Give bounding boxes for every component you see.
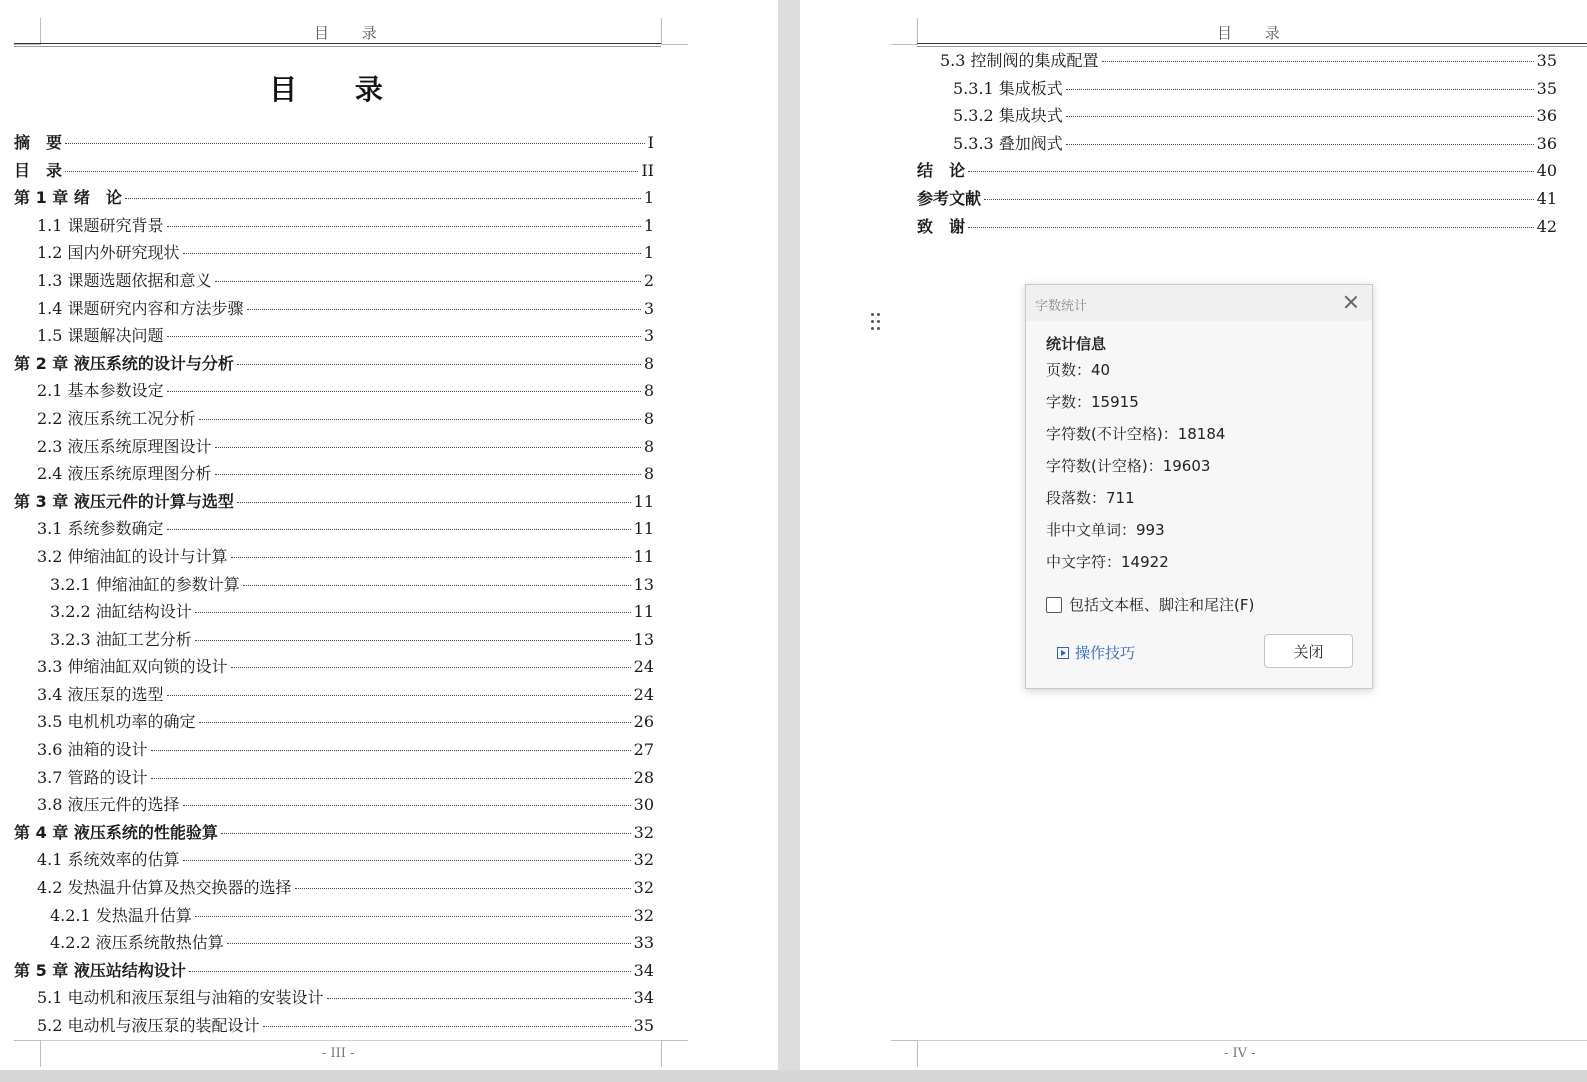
toc-entry[interactable] bbox=[14, 572, 654, 600]
toc-leader-dots bbox=[167, 336, 641, 337]
toc-entry-page: 11 bbox=[633, 602, 654, 622]
toc-leader-dots bbox=[231, 667, 631, 668]
toc-entry[interactable] bbox=[14, 820, 654, 848]
stats-section-title: 统计信息 bbox=[1046, 335, 1107, 353]
page-corner-mark bbox=[14, 1040, 41, 1067]
toc-entry-label: 4.2.2 液压系统散热估算 bbox=[50, 933, 224, 953]
toc-entry-page: 26 bbox=[633, 712, 654, 732]
stat-chars-with-spaces: 字符数(计空格)：19603 bbox=[1046, 457, 1211, 475]
toc-leader-dots bbox=[167, 529, 631, 530]
toc-entry-label: 4.2.1 发热温升估算 bbox=[50, 905, 192, 925]
toc-entry[interactable] bbox=[917, 76, 1557, 104]
toc-entry[interactable] bbox=[14, 737, 654, 765]
toc-entry[interactable] bbox=[14, 654, 654, 682]
toc-entry-label: 结 论 bbox=[917, 161, 966, 181]
toc-title: 目 录 bbox=[269, 73, 407, 106]
toc-leader-dots bbox=[195, 612, 631, 613]
toc-leader-dots bbox=[984, 199, 1534, 200]
footer-rule bbox=[917, 1040, 1587, 1041]
toc-leader-dots bbox=[227, 943, 631, 944]
toc-entry-label: 3.2 伸缩油缸的设计与计算 bbox=[37, 546, 228, 566]
toc-entry-page: 3 bbox=[643, 298, 654, 318]
toc-entry-page: 11 bbox=[633, 519, 654, 539]
toc-leader-dots bbox=[295, 888, 631, 889]
toc-entry-page: 36 bbox=[1536, 133, 1557, 153]
toc-entry-page: 8 bbox=[643, 381, 654, 401]
toc-leader-dots bbox=[65, 171, 638, 172]
toc-entry[interactable] bbox=[14, 1013, 654, 1041]
toc-entry-label: 1.3 课题选题依据和意义 bbox=[37, 270, 212, 290]
toc-entry-page: 8 bbox=[643, 353, 654, 373]
toc-entry-page: 24 bbox=[633, 684, 654, 704]
page-corner-mark bbox=[891, 18, 918, 45]
toc-entry-page: I bbox=[647, 133, 654, 152]
toc-entry-label: 2.1 基本参数设定 bbox=[37, 381, 164, 401]
stat-words: 字数：15915 bbox=[1046, 393, 1139, 411]
toc-entry-label: 5.3.3 叠加阀式 bbox=[953, 133, 1063, 153]
toc-entry[interactable] bbox=[14, 627, 654, 655]
toc-entry-page: 28 bbox=[633, 767, 654, 787]
toc-leader-dots bbox=[1066, 89, 1534, 90]
stat-pages: 页数：40 bbox=[1046, 361, 1111, 379]
toc-entry-page: 11 bbox=[633, 546, 654, 566]
header-rule bbox=[917, 43, 1587, 44]
toc-entry-page: 1 bbox=[643, 215, 654, 235]
toc-entry-label: 1.1 课题研究背景 bbox=[37, 215, 164, 235]
toc-entry-page: 33 bbox=[633, 933, 654, 953]
toc-entry[interactable] bbox=[14, 709, 654, 737]
word-count-dialog bbox=[1025, 284, 1373, 689]
toc-leader-dots bbox=[151, 750, 631, 751]
toc-leader-dots bbox=[327, 998, 631, 999]
toc-entry-page: 1 bbox=[643, 188, 654, 208]
toc-entry-label: 3.8 液压元件的选择 bbox=[37, 795, 180, 815]
toc-entry-label: 5.3.1 集成板式 bbox=[953, 78, 1063, 98]
toc-entry-page: 32 bbox=[633, 878, 654, 898]
toc-entry[interactable] bbox=[14, 544, 654, 572]
toc-entry-page: 2 bbox=[643, 270, 654, 290]
toc-leader-dots bbox=[167, 391, 641, 392]
toc-entry[interactable] bbox=[14, 958, 654, 986]
toc-entry-page: 13 bbox=[633, 629, 654, 649]
toc-leader-dots bbox=[968, 171, 1534, 172]
toc-leader-dots bbox=[215, 474, 641, 475]
toc-entry-label: 5.2 电动机与液压泵的装配设计 bbox=[37, 1016, 260, 1035]
toc-entry[interactable] bbox=[14, 461, 654, 489]
toc-entry[interactable] bbox=[14, 158, 654, 186]
toc-entry-page: 35 bbox=[633, 1016, 654, 1035]
header-rule bbox=[917, 46, 1587, 47]
toc-entry-label: 目 录 bbox=[14, 160, 63, 180]
toc-list bbox=[14, 130, 654, 1041]
toc-entry-label: 2.2 液压系统工况分析 bbox=[37, 408, 196, 428]
toc-leader-dots bbox=[199, 722, 631, 723]
toc-entry-page: 32 bbox=[633, 822, 654, 842]
toc-entry-label: 致 谢 bbox=[917, 216, 966, 236]
toc-entry-label: 摘 要 bbox=[14, 133, 63, 152]
toc-entry[interactable] bbox=[917, 158, 1557, 186]
page-gutter bbox=[778, 0, 800, 1082]
toc-entry-label: 3.4 液压泵的选型 bbox=[37, 684, 164, 704]
toc-entry-page: 3 bbox=[643, 326, 654, 346]
toc-entry[interactable] bbox=[14, 185, 654, 213]
toc-leader-dots bbox=[215, 447, 641, 448]
toc-leader-dots bbox=[189, 971, 631, 972]
toc-entry[interactable] bbox=[14, 406, 654, 434]
toc-entry[interactable] bbox=[14, 985, 654, 1013]
toc-entry[interactable] bbox=[14, 765, 654, 793]
toc-entry-label: 3.2.1 伸缩油缸的参数计算 bbox=[50, 574, 240, 594]
toc-entry-label: 第 2 章 液压系统的设计与分析 bbox=[14, 353, 234, 373]
toc-leader-dots bbox=[968, 227, 1534, 228]
close-icon[interactable] bbox=[1342, 293, 1360, 311]
page-corner-mark bbox=[661, 18, 688, 45]
toc-entry-page: 34 bbox=[633, 960, 654, 980]
footer-rule bbox=[14, 1040, 661, 1041]
toc-entry-label: 第 5 章 液压站结构设计 bbox=[14, 960, 186, 980]
toc-leader-dots bbox=[167, 695, 631, 696]
stat-paragraphs: 段落数：711 bbox=[1046, 489, 1135, 507]
toc-leader-dots bbox=[1102, 61, 1534, 62]
toc-entry-page: 8 bbox=[643, 408, 654, 428]
page-corner-mark bbox=[14, 18, 41, 45]
toc-entry-label: 参考文献 bbox=[917, 188, 982, 208]
toc-entry-label: 5.3.2 集成块式 bbox=[953, 106, 1063, 126]
toc-entry-label: 2.4 液压系统原理图分析 bbox=[37, 464, 212, 484]
toc-entry-page: 40 bbox=[1536, 161, 1557, 181]
toc-entry[interactable] bbox=[14, 875, 654, 903]
toc-entry-label: 3.2.2 油缸结构设计 bbox=[50, 602, 192, 622]
toc-entry-page: 35 bbox=[1536, 51, 1557, 70]
toc-entry-label: 3.3 伸缩油缸双向锁的设计 bbox=[37, 657, 228, 677]
toc-entry[interactable] bbox=[14, 516, 654, 544]
include-textbox-label[interactable]: 包括文本框、脚注和尾注(F) bbox=[1069, 596, 1255, 614]
toc-entry-label: 2.3 液压系统原理图设计 bbox=[37, 436, 212, 456]
toc-leader-dots bbox=[151, 778, 631, 779]
stat-chinese-chars: 中文字符：14922 bbox=[1046, 553, 1169, 571]
toc-entry[interactable] bbox=[917, 186, 1557, 214]
stat-non-chinese-words: 非中文单词：993 bbox=[1046, 521, 1165, 539]
header-rule bbox=[14, 43, 661, 44]
include-textbox-checkbox[interactable] bbox=[1046, 597, 1062, 613]
toc-leader-dots bbox=[183, 253, 641, 254]
toc-entry[interactable] bbox=[14, 378, 654, 406]
dialog-titlebar[interactable] bbox=[1026, 285, 1372, 321]
toc-entry-page: 13 bbox=[633, 574, 654, 594]
toc-leader-dots bbox=[263, 1026, 631, 1027]
toc-list bbox=[917, 48, 1557, 241]
toc-entry[interactable] bbox=[14, 792, 654, 820]
toc-entry-page: 32 bbox=[633, 850, 654, 870]
toc-entry-label: 5.3 控制阀的集成配置 bbox=[940, 51, 1099, 70]
toc-entry[interactable] bbox=[14, 296, 654, 324]
toc-entry-label: 3.1 系统参数确定 bbox=[37, 519, 164, 539]
toc-entry[interactable] bbox=[917, 214, 1557, 242]
toc-entry-page: 11 bbox=[633, 491, 654, 511]
toc-entry-label: 3.7 管路的设计 bbox=[37, 767, 148, 787]
toc-leader-dots bbox=[247, 309, 641, 310]
toc-entry-label: 4.2 发热温升估算及热交换器的选择 bbox=[37, 878, 292, 898]
toc-entry[interactable] bbox=[14, 130, 654, 158]
header-rule bbox=[14, 46, 661, 47]
toc-entry[interactable] bbox=[14, 240, 654, 268]
toc-leader-dots bbox=[183, 805, 631, 806]
page-header: 目 录 bbox=[314, 24, 391, 42]
toc-leader-dots bbox=[215, 281, 641, 282]
toc-entry[interactable] bbox=[14, 323, 654, 351]
toc-entry[interactable] bbox=[14, 930, 654, 958]
toc-leader-dots bbox=[1066, 144, 1534, 145]
page-header: 目 录 bbox=[1217, 24, 1294, 42]
page-number: - IV - bbox=[1224, 1046, 1256, 1061]
toc-entry-label: 3.2.3 油缸工艺分析 bbox=[50, 629, 192, 649]
toc-entry[interactable] bbox=[14, 903, 654, 931]
toc-entry-label: 1.5 课题解决问题 bbox=[37, 326, 164, 346]
bottom-scroll-strip bbox=[0, 1070, 1587, 1082]
toc-entry[interactable] bbox=[917, 131, 1557, 159]
toc-leader-dots bbox=[125, 198, 641, 199]
toc-entry[interactable] bbox=[14, 351, 654, 379]
toc-entry-label: 第 4 章 液压系统的性能验算 bbox=[14, 822, 218, 842]
toc-entry-page: 8 bbox=[643, 464, 654, 484]
toc-leader-dots bbox=[237, 364, 641, 365]
toc-leader-dots bbox=[199, 419, 641, 420]
drag-handle-icon[interactable] bbox=[871, 313, 883, 335]
toc-leader-dots bbox=[167, 226, 641, 227]
toc-leader-dots bbox=[231, 557, 631, 558]
toc-entry[interactable] bbox=[917, 48, 1557, 76]
toc-entry[interactable] bbox=[14, 599, 654, 627]
page-corner-mark bbox=[661, 1040, 688, 1067]
toc-entry-page: II bbox=[641, 160, 654, 180]
toc-leader-dots bbox=[65, 143, 645, 144]
toc-entry-page: 42 bbox=[1536, 216, 1557, 236]
page-corner-mark bbox=[891, 1040, 918, 1067]
toc-entry-page: 24 bbox=[633, 657, 654, 677]
toc-entry[interactable] bbox=[14, 434, 654, 462]
toc-entry[interactable] bbox=[14, 268, 654, 296]
toc-leader-dots bbox=[243, 585, 631, 586]
toc-entry-page: 41 bbox=[1536, 188, 1557, 208]
toc-entry[interactable] bbox=[917, 103, 1557, 131]
toc-entry-label: 5.1 电动机和液压泵组与油箱的安装设计 bbox=[37, 988, 324, 1008]
tips-label[interactable]: 操作技巧 bbox=[1075, 644, 1136, 662]
toc-entry-label: 第 3 章 液压元件的计算与选型 bbox=[14, 491, 234, 511]
stat-chars-no-spaces: 字符数(不计空格)：18184 bbox=[1046, 425, 1226, 443]
toc-entry[interactable] bbox=[14, 489, 654, 517]
toc-entry-page: 8 bbox=[643, 436, 654, 456]
toc-entry-page: 1 bbox=[643, 243, 654, 263]
toc-entry-page: 35 bbox=[1536, 78, 1557, 98]
tips-link[interactable] bbox=[1057, 642, 1135, 663]
play-icon bbox=[1057, 647, 1069, 659]
toc-entry[interactable] bbox=[14, 213, 654, 241]
toc-leader-dots bbox=[195, 640, 631, 641]
toc-entry[interactable] bbox=[14, 847, 654, 875]
toc-entry-label: 第 1 章 绪 论 bbox=[14, 188, 122, 208]
toc-entry-page: 32 bbox=[633, 905, 654, 925]
toc-entry-page: 27 bbox=[633, 740, 654, 760]
toc-leader-dots bbox=[237, 502, 631, 503]
include-textbox-option[interactable] bbox=[1046, 594, 1254, 615]
toc-leader-dots bbox=[195, 916, 631, 917]
close-button[interactable]: 关闭 bbox=[1264, 634, 1353, 668]
page-number: - III - bbox=[322, 1046, 355, 1061]
toc-entry-label: 1.4 课题研究内容和方法步骤 bbox=[37, 298, 244, 318]
toc-leader-dots bbox=[183, 860, 631, 861]
toc-entry[interactable] bbox=[14, 682, 654, 710]
toc-entry-page: 30 bbox=[633, 795, 654, 815]
toc-entry-page: 34 bbox=[633, 988, 654, 1008]
toc-entry-label: 3.5 电机机功率的确定 bbox=[37, 712, 196, 732]
toc-entry-label: 4.1 系统效率的估算 bbox=[37, 850, 180, 870]
dialog-title: 字数统计 bbox=[1035, 299, 1088, 314]
toc-entry-page: 36 bbox=[1536, 106, 1557, 126]
document-page-left bbox=[0, 0, 778, 1070]
toc-leader-dots bbox=[1066, 116, 1534, 117]
toc-entry-label: 1.2 国内外研究现状 bbox=[37, 243, 180, 263]
toc-entry-label: 3.6 油箱的设计 bbox=[37, 740, 148, 760]
toc-leader-dots bbox=[221, 833, 631, 834]
